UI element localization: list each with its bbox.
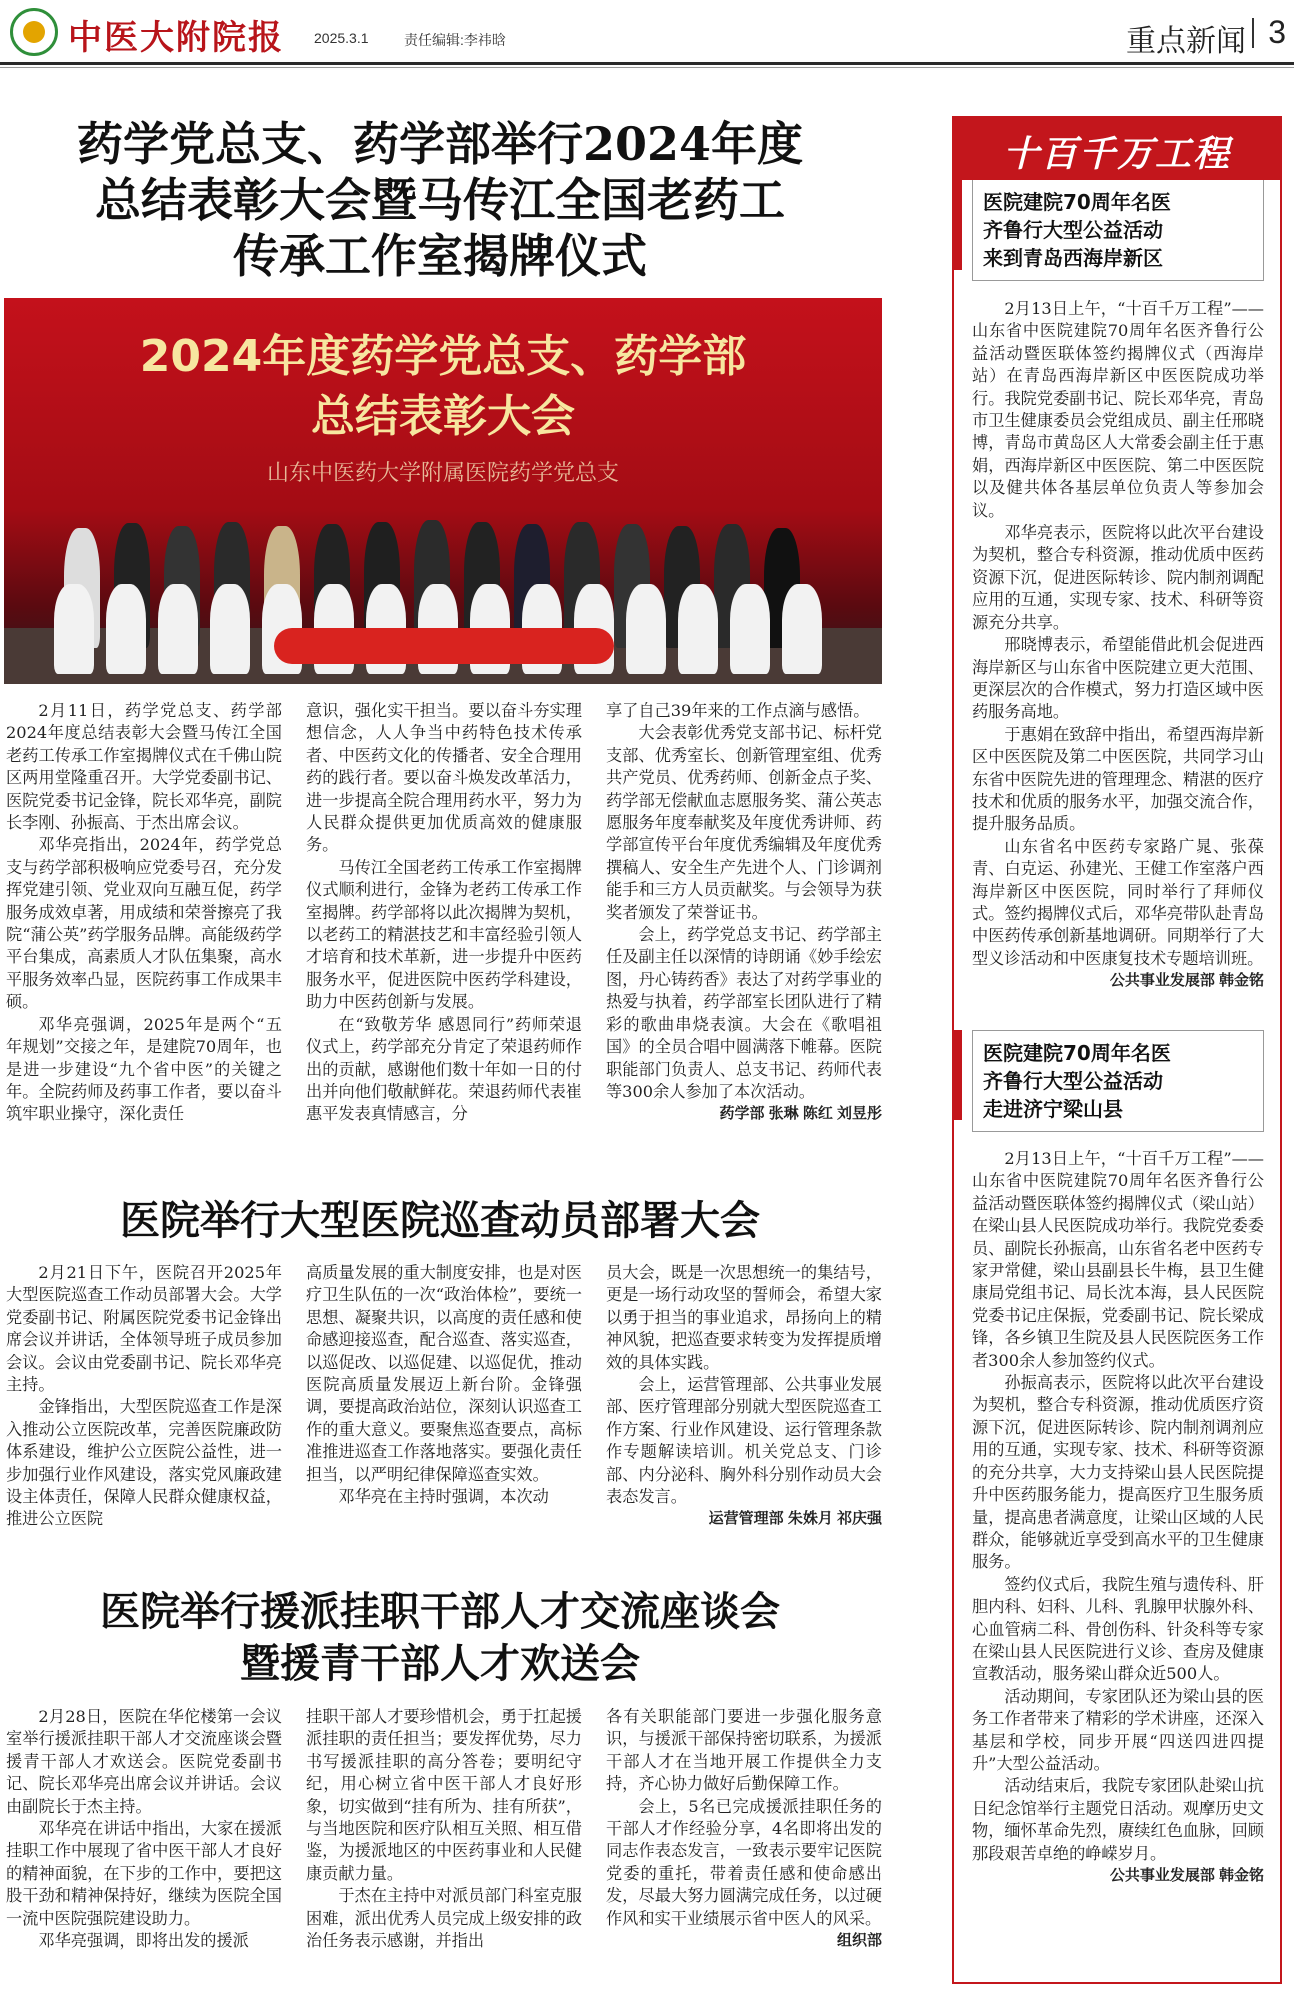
story2-byline: 公共事业发展部 韩金铭 <box>1109 1867 1264 1884</box>
paragraph: 2月13日上午，“十百千万工程”——山东省中医院建院70周年名医齐鲁行公益活动暨医联体签约揭牌仪式（梁山站）在梁山县人民医院成功举行。我院党委委员、副院长孙振高，山东省名老中医药专家尹常健，梁山县副县长牛梅，县卫生健康局党组书记、局长沈本海，县人民医院党委书记庄保振，党委副书记、院长梁成锋，各乡镇卫生院及县人民医院医务工作者300余人参加签约仪式。 <box>972 1149 1264 1370</box>
masthead <box>0 0 1294 62</box>
paragraph: 会上，运营管理部、公共事业发展部、医疗管理部分别就大型医院巡查工作方案、行业作风建设、运行管理条款作专题解读培训。机关党总支、门诊部、内分泌科、胸外科分别作动员大会表态发言。 <box>606 1375 882 1507</box>
article3-headline <box>0 1586 880 1690</box>
article1-byline: 药学部 张琳 陈红 刘昱彤 <box>719 1105 882 1123</box>
article1-title-line3: 传承工作室揭牌仪式 <box>233 229 647 283</box>
paragraph: 会上，药学党总支书记、药学部主任及副主任以深情的诗朗诵《妙手绘宏图，丹心铸药香》表达了对药学事业的热爱与执着，药学部室长团队进行了精彩的歌曲串烧表演。大会在《歌唱祖国》的全员合唱中圆满落下帷幕。医院职能部门负责人、总支书记、药师代表等300余人参加了本次活动。 <box>606 925 882 1101</box>
paragraph: 邓华亮在主持时强调，本次动 <box>338 1487 549 1507</box>
header-rule <box>0 62 1294 65</box>
article2-column2 <box>306 1262 582 1508</box>
paragraph: 2月11日，药学党总支、药学部2024年度总结表彰大会暨马传江全国老药工传承工作室揭牌仪式在千佛山院区两用堂隆重召开。大学党委副书记、医院党委书记金锋，院长邓华亮，副院长李刚、孙振高、于杰出席会议。 <box>6 701 282 833</box>
article1-headline <box>0 116 880 284</box>
paragraph: 会上，5名已完成援派挂职任务的干部人才作经验分享，4名即将出发的同志作表态发言，一致表示要牢记医院党委的重托，带着责任感和使命感出发，尽最大努力圆满完成任务，以过硬作风和实干业绩展示省中医人的风采。 <box>606 1796 882 1928</box>
article3-title-line2: 暨援青干部人才欢送会 <box>240 1640 640 1687</box>
photo-banner-line1: 2024年度药学党总支、药学部 <box>139 331 747 382</box>
paragraph: 意识，强化实干担当。要以奋斗夯实理想信念，人人争当中药特色技术传承者、中医药文化的传播者、安全合理用药的践行者。要以奋斗焕发改革活力，进一步提高全院合理用药水平，努力为人民群众提供更加优质高效的健康服务。 <box>306 701 582 855</box>
paragraph: 山东省名中医药专家路广晁、张葆青、白克运、孙建光、王健工作室落户西海岸新区中医医院，同时举行了拜师仪式。签约揭牌仪式后，邓华亮带队赴青岛中医药传承创新基地调研。同期举行了大型义诊活动和中医康复技术专题培训班。 <box>972 836 1264 968</box>
story1-body <box>972 298 1264 993</box>
paragraph: 2月21日下午，医院召开2025年大型医院巡查工作动员部署大会。大学党委副书记、附属医院党委书记金锋出席会议并讲话，全体领导班子成员参加会议。会议由党委副书记、院长邓华亮主持。 <box>6 1263 282 1395</box>
paragraph: 于惠娟在致辞中指出，希望西海岸新区中医医院及第二中医医院，共同学习山东省中医院先进的管理理念、精湛的医疗技术和优质的服务水平，加强交流合作，提升服务品质。 <box>972 724 1264 834</box>
article1-column3 <box>606 700 882 1126</box>
paragraph: 活动结束后，我院专家团队赴梁山抗日纪念馆举行主题党日活动。观摩历史文物，缅怀革命先烈，赓续红色血脉，回顾那段艰苦卓绝的峥嵘岁月。 <box>972 1776 1264 1863</box>
article3-title-line1: 医院举行援派挂职干部人才交流座谈会 <box>100 1588 780 1635</box>
paragraph: 金锋指出，大型医院巡查工作是深入推动公立医院改革，完善医院廉政防体系建设，维护公立医院公益性，进一步加强行业作风建设，落实党风廉政建设主体责任，保障人民群众健康权益，推进公立医院 <box>6 1397 282 1529</box>
paragraph: 邓华亮指出，2024年，药学党总支与药学部积极响应党委号召，充分发挥党建引领、党业双向互融互促，药学服务成效卓著，用成绩和荣誉擦亮了我院“蒲公英”药学服务品牌。高能级药学平台集成，高素质人才队伍集聚，高水平服务效率凸显，医院药事工作成果丰硕。 <box>6 835 282 1012</box>
paragraph: 挂职干部人才要珍惜机会，勇于扛起援派挂职的责任担当；要发挥优势，尽力书写援派挂职的高分答卷；要明纪守纪，用心树立省中医干部人才良好形象，切实做到“挂有所为、挂有所获”，与当地医院和医疗队相互关照、相互借鉴，为援派地区的中医药事业和人民健康贡献力量。 <box>306 1707 582 1883</box>
paragraph: 各有关职能部门要进一步强化服务意识，与援派干部保持密切联系，为援派干部人才在当地开展工作提供全力支持，齐心协力做好后勤保障工作。 <box>606 1707 882 1794</box>
event-photo <box>4 298 882 684</box>
paragraph: 邓华亮强调，2025年是两个“五年规划”交接之年，是建院70周年，也是进一步建设“九个省中医”的关键之年。全院药师及药事工作者，要以奋斗筑牢职业操守，深化责任 <box>6 1014 282 1124</box>
paragraph: 2月13日上午，“十百千万工程”——山东省中医院建院70周年名医齐鲁行公益活动暨医联体签约揭牌仪式（西海岸站）在青岛西海岸新区中医医院成功举行。我院党委副书记、院长邓华亮，青岛市卫生健康委员会党组成员、副主任邢晓博，青岛市黄岛区人大常委会副主任于惠娟，西海岸新区中医医院、第二中医医院以及健共体各基层单位负责人等参加会议。 <box>972 299 1264 520</box>
paragraph: 享了自己39年来的工作点滴与感悟。 <box>606 701 870 720</box>
paragraph: 邓华亮强调，即将出发的援派 <box>38 1931 249 1951</box>
story2-body <box>972 1148 1264 1887</box>
header-rule-thin <box>0 67 1294 68</box>
story2-accent-bar <box>954 1030 962 1120</box>
story1-title-line3: 来到青岛西海岸新区 <box>983 246 1163 270</box>
story2-title-box <box>972 1030 1264 1132</box>
story1-accent-bar <box>954 180 962 270</box>
article1-column2 <box>306 700 582 1126</box>
article2-headline: 医院举行大型医院巡查动员部署大会 <box>120 1197 760 1244</box>
sidebar-banner-title: 十百千万工程 <box>1002 134 1231 175</box>
paragraph: 活动期间，专家团队还为梁山县的医务工作者带来了精彩的学术讲座，还深入基层和学校，同步开展“四送四进四提升”大型公益活动。 <box>972 1686 1264 1773</box>
page-separator <box>1252 18 1254 48</box>
photo-banner-line2: 总结表彰大会 <box>311 391 575 442</box>
story2-title-line3: 走进济宁梁山县 <box>983 1097 1123 1121</box>
story2-title-line2: 齐鲁行大型公益活动 <box>983 1069 1163 1093</box>
article3-byline: 组织部 <box>836 1932 882 1950</box>
paragraph: 签约仪式后，我院生殖与遗传科、肝胆内科、妇科、儿科、乳腺甲状腺外科、心血管病二科、骨创伤科、针灸科等专家在梁山县人民医院进行义诊、查房及健康宣教活动，服务梁山群众近500人。 <box>972 1574 1264 1684</box>
story1-byline: 公共事业发展部 韩金铭 <box>1109 972 1264 990</box>
article3-column3 <box>606 1706 882 1952</box>
page-number: 3 <box>1268 14 1286 50</box>
issue-date: 2025.3.1 <box>314 30 369 46</box>
group-of-people <box>44 488 844 678</box>
paragraph: 于杰在主持中对派员部门科室克服困难，派出优秀人员完成上级安排的政治任务表示感谢，并指出 <box>306 1886 582 1951</box>
article2-byline: 运营管理部 朱姝月 祁庆强 <box>708 1510 882 1528</box>
article1-title-line2: 总结表彰大会暨马传江全国老药工 <box>95 173 785 227</box>
sidebar-banner <box>954 118 1280 180</box>
article3-column1 <box>6 1706 282 1952</box>
paragraph: 2月28日，医院在华佗楼第一会议室举行援派挂职干部人才交流座谈会暨援青干部人才欢送会。医院党委副书记、院长邓华亮出席会议并讲话。会议由副院长于杰主持。 <box>6 1707 282 1816</box>
article1-title-line1: 药学党总支、药学部举行2024年度 <box>76 117 804 171</box>
paragraph: 邓华亮在讲话中指出，大家在援派挂职工作中展现了省中医干部人才良好的精神面貌，在下步的工作中，要把这股干劲和精神保持好，继续为医院全国一流中医院强院建设助力。 <box>6 1819 282 1928</box>
paragraph: 孙振高表示，医院将以此次平台建设为契机，整合专科资源，推动优质医疗资源下沉，促进医际转诊、院内制剂调剂应用的互通，实现专家、技术、科研等资源的充分共享，大力支持梁山县人民医院提升中医药服务能力，提高医疗卫生服务质量，提高患者满意度，让梁山区域的人民群众，能够就近享受到高水平的卫生健康服务。 <box>972 1373 1264 1572</box>
story1-title-box <box>972 180 1264 281</box>
story2-title-line1: 医院建院70周年名医 <box>983 1041 1171 1065</box>
paragraph: 员大会，既是一次思想统一的集结号，更是一场行动攻坚的誓师会，希望大家以勇于担当的事业追求，昂扬向上的精神风貌，把巡查要求转变为发挥提质增效的具体实践。 <box>606 1263 882 1372</box>
paragraph: 高质量发展的重大制度安排，也是对医疗卫生队伍的一次“政治体检”，要统一思想、凝聚共识，以高度的责任感和使命感迎接巡查，配合巡查、落实巡查，以巡促改、以巡促建、以巡促优，推动医院高质量发展迈上新台阶。金锋强调，要提高政治站位，深刻认识巡查工作的重大意义。要聚焦巡查要点，高标准推进巡查工作落地落实。要强化责任担当，以严明纪律保障巡查实效。 <box>306 1263 582 1484</box>
story1-title-line2: 齐鲁行大型公益活动 <box>983 218 1163 242</box>
section-label: 重点新闻 <box>1126 25 1246 58</box>
paragraph: 大会表彰优秀党支部书记、标杆党支部、优秀室长、创新管理室组、优秀共产党员、优秀药师、创新金点子奖、药学部无偿献血志愿服务奖、蒲公英志愿服务年度奉献奖及年度优秀讲师、药学部宣传平台年度优秀编辑及年度优秀撰稿人、安全生产先进个人、门诊调剂能手和三方人员贡献奖。与会领导为获奖者颁发了荣誉证书。 <box>606 723 882 922</box>
story1-title-line1: 医院建院70周年名医 <box>983 190 1171 214</box>
editor-credit: 责任编辑:李祎晗 <box>404 32 506 48</box>
paper-name: 中医大附院报 <box>68 18 284 58</box>
newspaper-logo-icon <box>10 8 58 56</box>
paragraph: 邓华亮表示，医院将以此次平台建设为契机，整合专科资源，推动优质中医药资源下沉，促进医际转诊、院内制剂调配应用的互通，实现专家、技术、科研等资源充分共享。 <box>972 523 1264 632</box>
article2-column3 <box>606 1262 882 1531</box>
paragraph: 邢晓博表示，希望能借此机会促进西海岸新区与山东省中医院建立更大范围、更深层次的合作模式，努力打造区域中医药服务高地。 <box>972 635 1264 722</box>
sidebar-box <box>952 116 1282 1984</box>
article1-column1 <box>6 700 282 1126</box>
article3-column2 <box>306 1706 582 1952</box>
paragraph: 在“致敬芳华 感恩同行”药师荣退仪式上，药学部充分肯定了荣退药师作出的贡献，感谢他们数十年如一日的付出并向他们敬献鲜花。荣退药师代表崔惠平发表真情感言，分 <box>306 1014 582 1124</box>
photo-banner-sub: 山东中医药大学附属医院药学党总支 <box>266 461 619 486</box>
paragraph: 马传江全国老药工传承工作室揭牌仪式顺利进行，金锋为老药工传承工作室揭牌。药学部将以此次揭牌为契机，以老药工的精湛技艺和丰富经验引领人才培育和技术革新，进一步提升中医药服务水平，促进医院中医药学科建设，助力中医药创新与发展。 <box>306 857 582 1012</box>
article2-column1 <box>6 1262 282 1531</box>
